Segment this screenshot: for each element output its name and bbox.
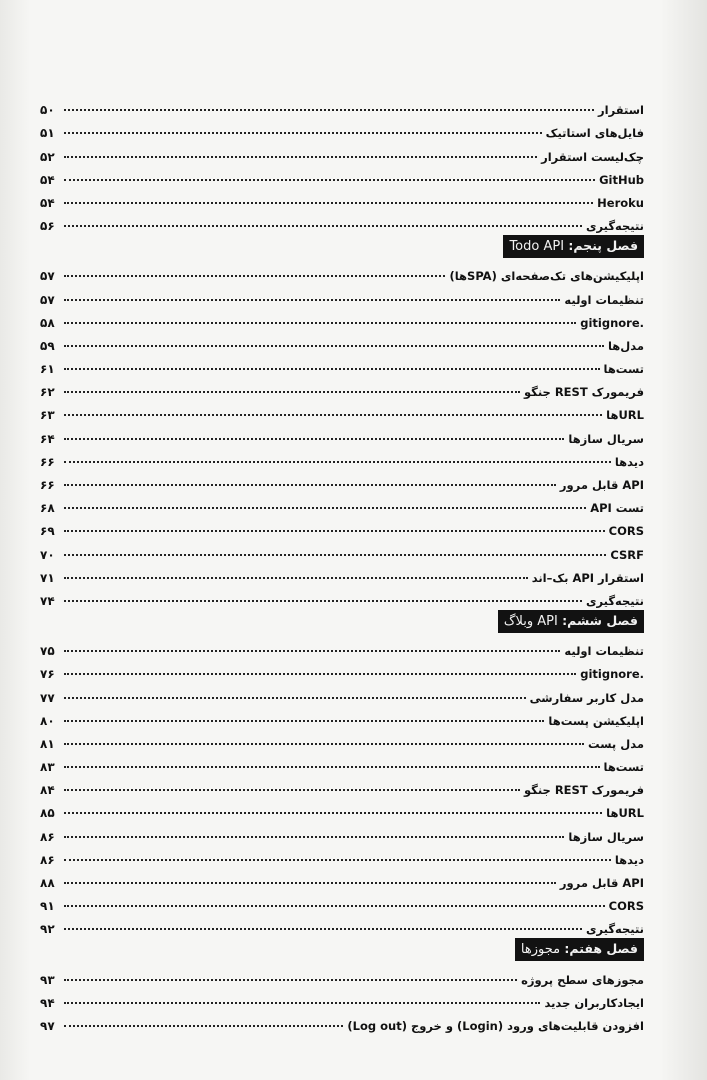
toc-entry-title: تست‌ها [603,362,644,377]
toc-entry-page: ۷۵ [40,644,55,659]
toc-entry[interactable] [40,658,644,681]
toc-entry-title: API قابل مرور [559,876,644,890]
toc-entry[interactable] [40,867,644,890]
toc-entry-page: ۸۳ [40,760,55,775]
toc-entry-title: نتیجه‌گیری [585,219,644,234]
toc-entry-page: ۶۹ [40,524,55,539]
toc-entry-page: ۸۶ [40,852,55,867]
dot-leader [64,484,556,486]
toc-entry-title: API قابل مرور [559,478,644,492]
toc-entry-title: CSRF [610,547,644,562]
toc-entry-page: ۷۱ [40,570,55,585]
dot-leader [64,859,611,861]
dot-leader [64,577,528,579]
toc-entry-title: استقرار [598,103,644,118]
toc-entry-page: ۶۱ [40,362,55,377]
dot-leader [64,530,605,532]
chapter-title: API وبلاگ [503,613,558,629]
toc-entry[interactable] [40,844,644,867]
toc-entry[interactable] [40,751,644,774]
toc-entry-title: سریال سازها [568,431,644,446]
dot-leader [64,812,602,814]
dot-leader [64,438,564,440]
toc-entry-page: ۷۴ [40,593,55,608]
toc-entry-page: ۹۳ [40,972,55,987]
toc-entry[interactable] [40,330,644,353]
dot-leader [64,109,594,111]
dot-leader [64,225,582,227]
chapter-number: فصل پنجم: [564,238,638,254]
dot-leader [64,275,445,277]
toc-entry-title: چک‌لیست استقرار [541,149,644,164]
toc-entry[interactable] [40,538,644,561]
toc-entry[interactable] [40,187,644,210]
toc-entry[interactable] [40,210,644,233]
dot-leader [64,905,605,907]
chapter-label [515,938,644,961]
toc-entry-page: ۶۴ [40,431,55,446]
toc-entry-page: ۸۰ [40,713,55,728]
toc-entry-title: اپلیکیشن پست‌ها [548,713,644,728]
toc-entry[interactable] [40,492,644,515]
dot-leader [64,368,600,370]
dot-leader [64,156,537,158]
toc-entry-title: مجوزهای سطح پروژه [521,972,644,987]
toc-entry-page: ۶۶ [40,478,55,492]
toc-entry[interactable] [40,681,644,704]
toc-entry[interactable] [40,140,644,163]
chapter-title: مجوزها [520,942,561,958]
toc-entry-title: .gitignore [580,315,644,330]
toc-entry-page: ۶۳ [40,408,55,423]
dot-leader [64,461,611,463]
toc-entry[interactable] [40,774,644,797]
dot-leader [64,202,593,204]
toc-entry[interactable] [40,353,644,376]
toc-entry-page: ۸۸ [40,876,55,890]
toc-entry-page: ۵۴ [40,195,55,210]
toc-entry[interactable] [40,469,644,492]
toc-entry-page: ۵۴ [40,172,55,187]
toc-entry[interactable] [40,376,644,399]
toc-entry[interactable] [40,307,644,330]
toc-entry-title: ایجادکاربران جدید [544,995,644,1010]
toc-entry[interactable] [40,422,644,445]
dot-leader [64,391,520,393]
chapter-title: Todo API [509,239,565,255]
toc-entry-title: نتیجه‌گیری [585,922,644,937]
toc-entry-page: ۵۰ [40,103,55,118]
toc-entry-title: دیدها [614,454,644,469]
toc-entry-page: ۵۱ [40,126,55,141]
dot-leader [64,979,517,981]
toc-entry-title: URLها [606,408,644,423]
chapter-heading [40,608,644,633]
toc-entry-page: ۹۴ [40,995,55,1010]
toc-entry[interactable] [40,635,644,658]
dot-leader [64,1025,343,1027]
toc-entry-title: اپلیکیشن‌های تک‌صفحه‌ای (SPAها) [449,269,644,284]
toc-entry[interactable] [40,820,644,843]
dot-leader [64,673,576,675]
toc-entry-page: ۷۰ [40,547,55,562]
toc-entry-title: مدل‌ها [607,338,644,353]
toc-entry[interactable] [40,562,644,585]
dot-leader [64,179,595,181]
toc-entry[interactable] [40,890,644,913]
toc-entry-page: ۶۸ [40,501,55,516]
toc-entry-page: ۹۱ [40,899,55,914]
chapter-label [503,235,644,258]
toc-entry-page: ۹۷ [40,1018,55,1033]
toc-entry-title: دیدها [614,852,644,867]
toc-entry-title: تست‌ها [603,760,644,775]
table-of-contents [40,94,644,1033]
dot-leader [64,743,584,745]
toc-entry-page: ۵۶ [40,219,55,234]
chapter-heading [40,936,644,961]
toc-entry[interactable] [40,1010,644,1033]
toc-entry-title: Heroku [597,195,644,210]
chapter-label [498,610,644,633]
toc-entry-title: فریمورک REST جنگو [523,783,644,798]
toc-entry-page: ۵۲ [40,149,55,164]
toc-entry-title: سریال سازها [568,829,644,844]
dot-leader [64,299,560,301]
toc-entry-page: ۷۷ [40,690,55,705]
toc-entry[interactable] [40,94,644,117]
toc-entry-title: استقرار API بک–اند [531,570,644,585]
toc-entry[interactable] [40,446,644,469]
dot-leader [64,554,606,556]
toc-entry[interactable] [40,117,644,140]
chapter-heading [40,233,644,258]
toc-entry-page: ۶۲ [40,385,55,400]
toc-entry-title: .gitignore [580,667,644,682]
toc-entry-page: ۸۵ [40,806,55,821]
dot-leader [64,600,582,602]
toc-entry[interactable] [40,283,644,306]
toc-entry-title: فایل‌های استاتیک [545,126,644,141]
toc-entry-title: URLها [606,806,644,821]
dot-leader [64,345,604,347]
toc-entry-title: تنظیمات اولیه [564,292,644,307]
toc-entry[interactable] [40,913,644,936]
toc-entry-title: CORS [608,524,644,539]
dot-leader [64,720,544,722]
toc-entry[interactable] [40,705,644,728]
dot-leader [64,697,526,699]
dot-leader [64,766,600,768]
toc-entry[interactable] [40,963,644,986]
toc-entry-page: ۵۹ [40,338,55,353]
dot-leader [64,507,586,509]
toc-entry[interactable] [40,987,644,1010]
toc-entry[interactable] [40,797,644,820]
toc-entry[interactable] [40,728,644,751]
toc-entry-title: فریمورک REST جنگو [523,385,644,400]
dot-leader [64,836,564,838]
toc-entry-page: ۸۱ [40,736,55,751]
dot-leader [64,650,560,652]
dot-leader [64,414,602,416]
toc-entry-page: ۵۸ [40,315,55,330]
toc-entry[interactable] [40,399,644,422]
toc-entry-title: مدل پست [588,736,644,751]
chapter-number: فصل هفتم: [560,941,638,957]
dot-leader [64,132,542,134]
dot-leader [64,1002,540,1004]
toc-entry-page: ۶۶ [40,454,55,469]
toc-entry-title: مدل کاربر سفارشی [529,690,644,705]
toc-entry[interactable] [40,260,644,283]
dot-leader [64,322,576,324]
toc-entry-title: GitHub [599,172,644,187]
toc-entry-title: افزودن قابلیت‌های ورود (Login) و خروج (Log out) [347,1018,644,1033]
toc-entry-page: ۵۷ [40,269,55,284]
toc-entry-page: ۷۶ [40,667,55,682]
toc-entry-title: تست API [590,501,644,516]
dot-leader [64,928,582,930]
dot-leader [64,882,556,884]
dot-leader [64,789,520,791]
toc-entry[interactable] [40,515,644,538]
toc-entry-title: تنظیمات اولیه [564,644,644,659]
toc-entry-page: ۵۷ [40,292,55,307]
toc-entry-page: ۹۲ [40,922,55,937]
chapter-number: فصل ششم: [557,612,638,628]
toc-entry-title: CORS [608,899,644,914]
toc-entry-title: نتیجه‌گیری [585,593,644,608]
toc-entry[interactable] [40,585,644,608]
toc-entry[interactable] [40,164,644,187]
toc-entry-page: ۸۴ [40,783,55,798]
toc-entry-page: ۸۶ [40,829,55,844]
